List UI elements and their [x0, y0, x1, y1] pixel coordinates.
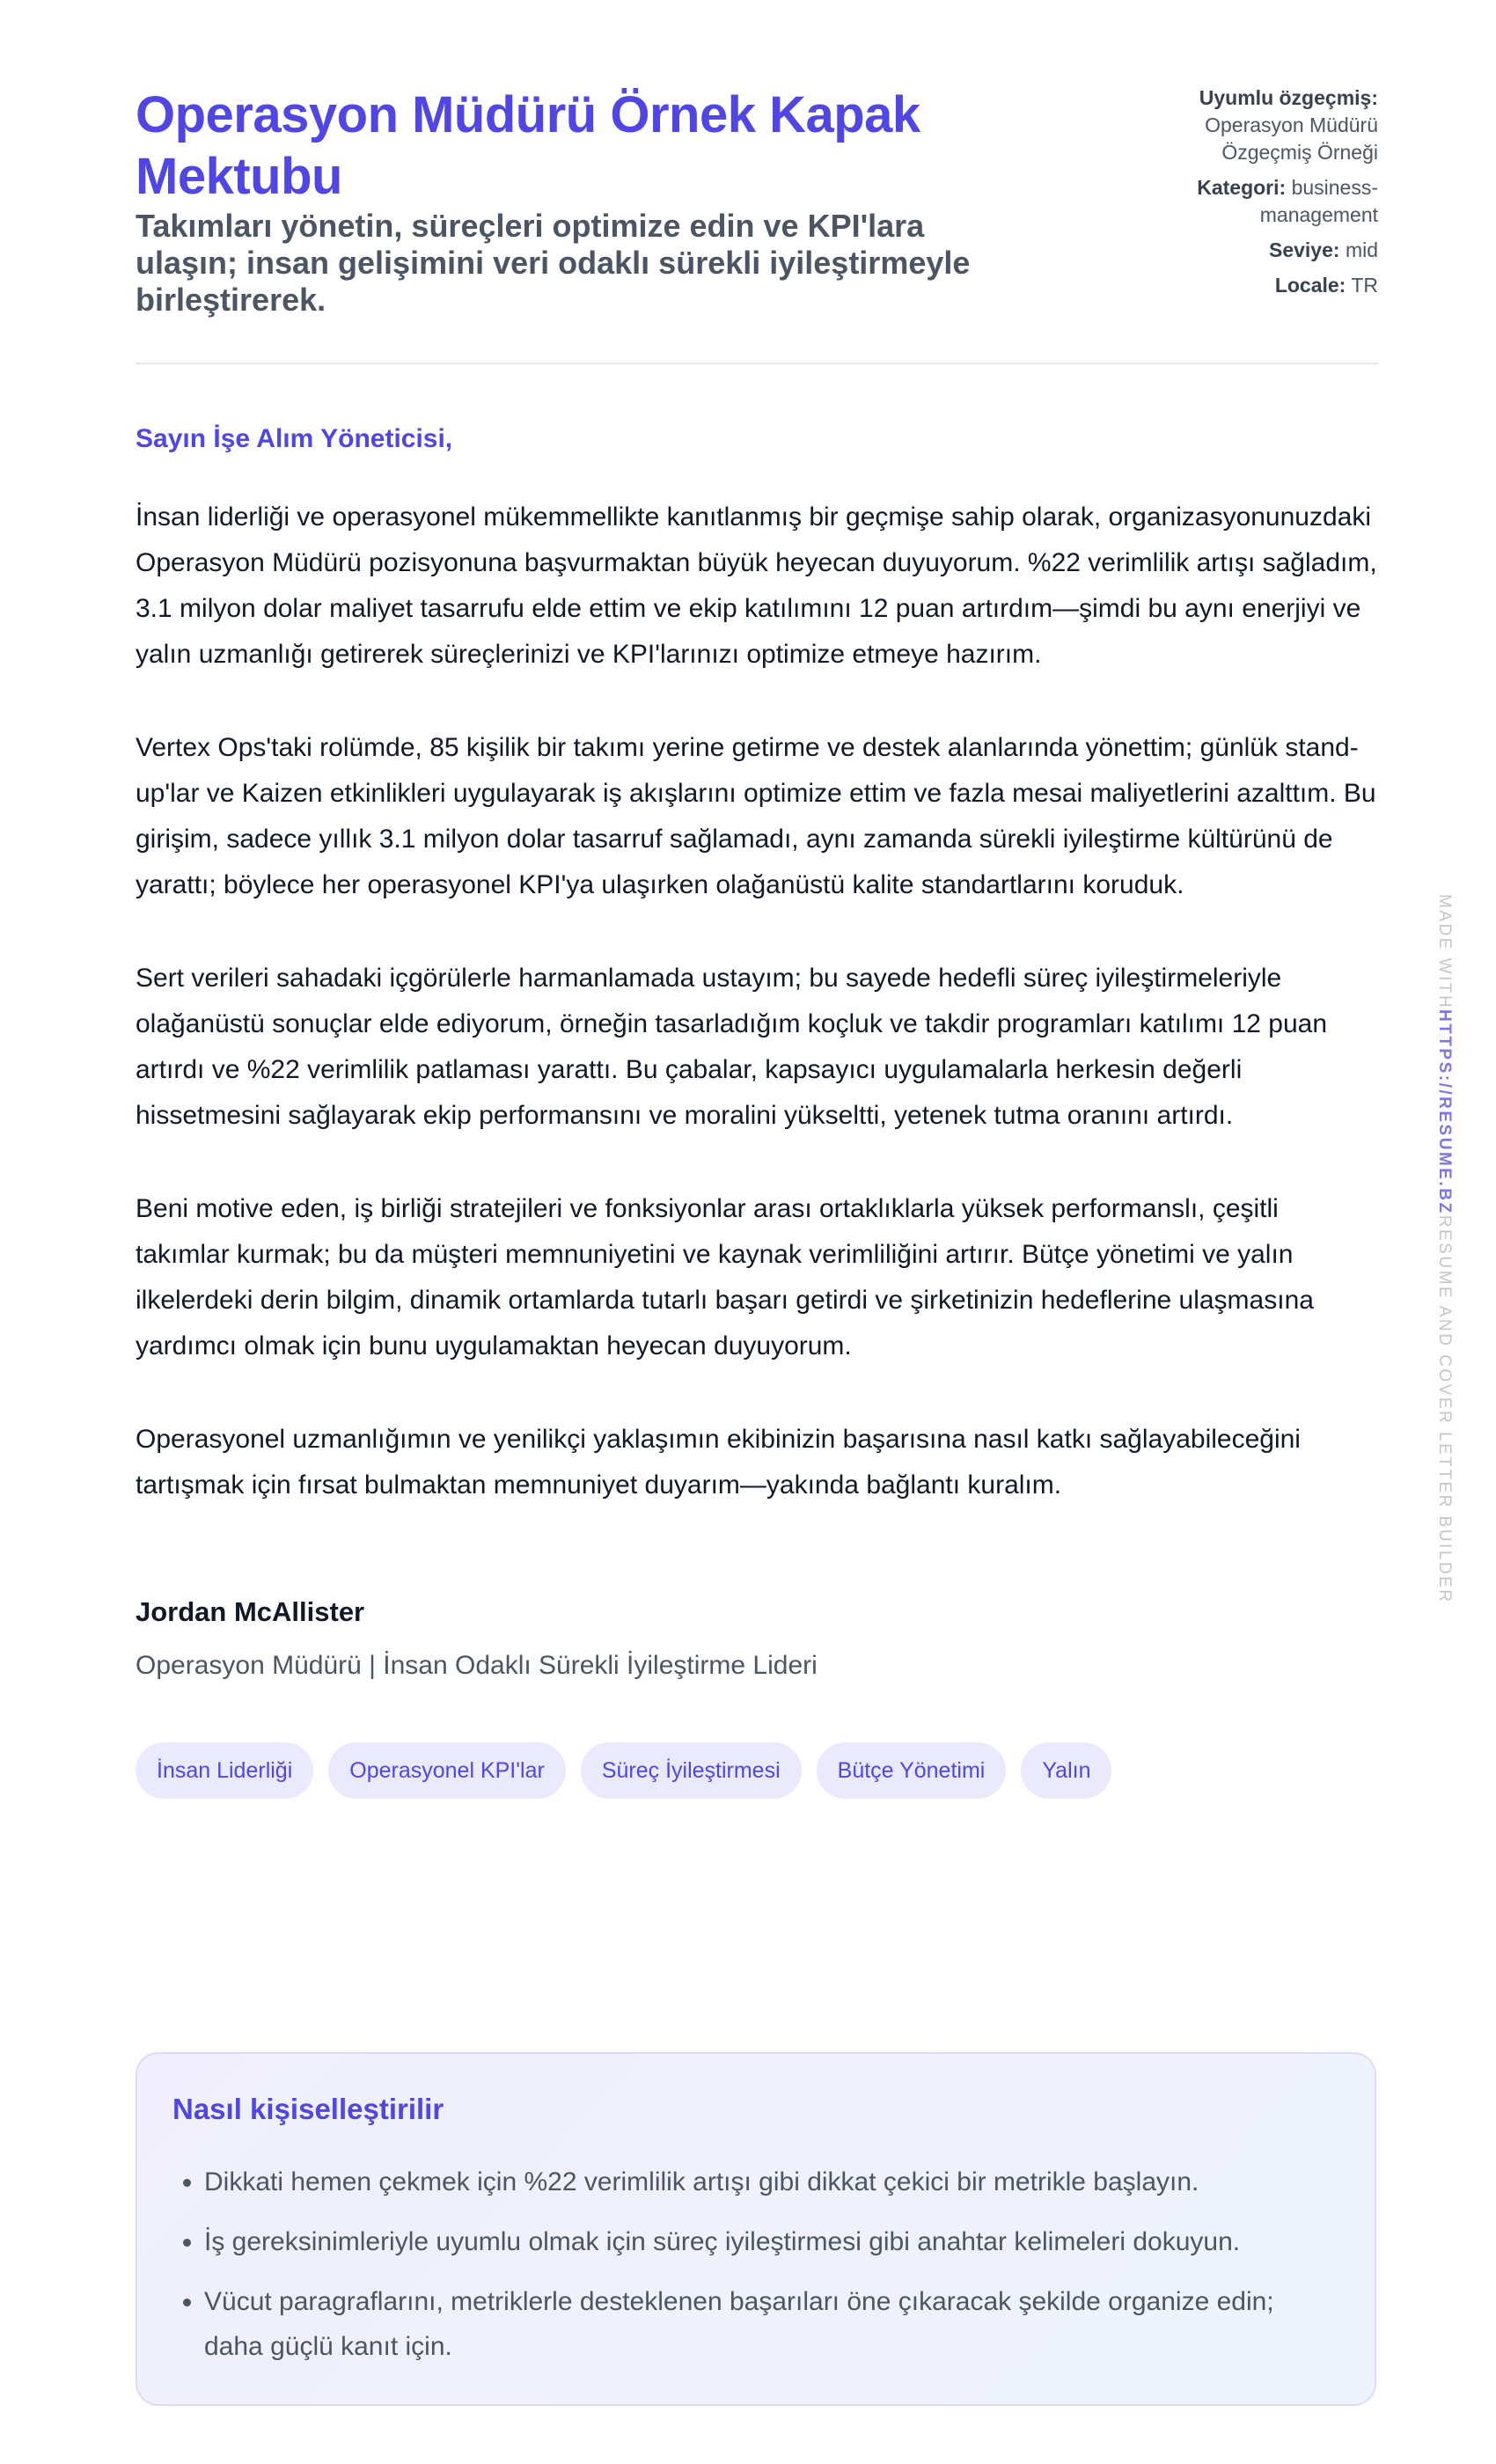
skill-tag: Yalın — [1021, 1742, 1111, 1799]
letter-paragraph: İnsan liderliği ve operasyonel mükemmellikte kanıtlanmış bir geçmişe sahip olarak, organizasyonunuzdaki Operasyon Müdürü pozisyonuna başvurmaktan büyük heyecan duyuyorum. %22 verimlilik artışı sağladım, 3.1 milyon dolar maliyet tasarrufu elde ettim ve ekip katılımını 12 puan artırdım—şimdi bu aynı enerjiyi ve yalın uzmanlığı getirerek süreçlerinizi ve KPI'larınızı optimize etmeye hazırım. — [136, 502, 1377, 669]
page-subtitle: Takımları yönetin, süreçleri optimize edin ve KPI'lara ulaşın; insan gelişimini veri odaklı sürekli iyileştirmeyle birleştirerek. — [136, 208, 971, 318]
signature-name: Jordan McAllister — [136, 1596, 365, 1627]
meta-level-label: Seviye: — [1268, 238, 1340, 261]
meta-locale-label: Locale: — [1274, 274, 1346, 297]
letter-paragraph: Operasyonel uzmanlığımın ve yenilikçi yaklaşımın ekibinizin başarısına nasıl katkı sağlayabileceğini tartışmak için fırsat bulmaktan memnuniyet duyarım—yakında bağlantı kuralım. — [136, 1425, 1301, 1500]
header-divider — [136, 363, 1378, 364]
meta-level — [1114, 237, 1378, 264]
header — [136, 84, 1378, 319]
meta-resume-value: Operasyon Müdürü Özgeçmiş Örneği — [1205, 114, 1378, 164]
meta-locale — [1114, 272, 1378, 299]
cover-letter-page — [136, 84, 1378, 1799]
tip-item: • Vücut paragraflarını, metriklerle desteklenen başarıları öne çıkaracak şekilde organize edin; daha güçlü kanıt için. — [204, 2279, 1339, 2369]
tips-list — [172, 2160, 1339, 2369]
meta-resume — [1114, 84, 1378, 166]
watermark — [1434, 894, 1454, 1604]
signature-role: Operasyon Müdürü | İnsan Odaklı Sürekli İyileştirme Lideri — [136, 1651, 818, 1680]
meta-resume-label: Uyumlu özgeçmiş: — [1199, 86, 1378, 109]
skill-tag: İnsan Liderliği — [136, 1742, 313, 1799]
watermark-prefix: MADE WITH — [1435, 894, 1454, 1010]
skill-tag: Süreç İyileştirmesi — [581, 1742, 802, 1799]
skill-tag: Bütçe Yönetimi — [817, 1742, 1007, 1799]
meta-category-value: business-management — [1259, 176, 1378, 226]
watermark-link[interactable]: HTTPS://RESUME.BZ — [1435, 1009, 1454, 1215]
meta-info — [1114, 84, 1378, 307]
tip-item: • İş gereksinimleriyle uyumlu olmak için süreç iyileştirmesi gibi anahtar kelimeleri dokuyun. — [204, 2219, 1339, 2264]
meta-level-value: mid — [1345, 238, 1378, 261]
meta-category — [1114, 174, 1378, 229]
page-title: Operasyon Müdürü Örnek Kapak Mektubu — [136, 86, 920, 205]
signature — [136, 1596, 1378, 1681]
tips-title: Nasıl kişiselleştirilir — [172, 2093, 444, 2125]
letter-paragraph: Beni motive eden, iş birliği stratejileri ve fonksiyonlar arası ortaklıklarla yüksek performanslı, çeşitli takımlar kurmak; bu da müşteri memnuniyetini ve kaynak verimliliğini artırır. Bütçe yönetimi ve yalın ilkelerdeki derin bilgim, dinamik ortamlarda tutarlı başarı getirdi ve şirketinizin hedeflerine ulaşmasına yardımcı olmak için bunu uygulamaktan heyecan duyuyorum. — [136, 1194, 1314, 1360]
meta-category-label: Kategori: — [1197, 176, 1287, 199]
watermark-suffix: RESUME AND COVER LETTER BUILDER — [1435, 1214, 1454, 1604]
skill-tag: Operasyonel KPI'lar — [328, 1742, 566, 1799]
greeting: Sayın İşe Alım Yöneticisi, — [136, 424, 453, 453]
letter-paragraph: Vertex Ops'taki rolümde, 85 kişilik bir takımı yerine getirme ve destek alanlarında yönettim; günlük stand-up'lar ve Kaizen etkinlikleri uygulayarak iş akışlarını optimize ettim ve fazla mesai maliyetlerini azalttım. Bu girişim, sadece yıllık 3.1 milyon dolar tasarruf sağlamadı, aynı zamanda sürekli iyileştirme kültürünü de yarattı; böylece her operasyonel KPI'ya ulaşırken olağanüstü kalite standartlarını koruduk. — [136, 733, 1376, 899]
header-left — [136, 84, 1068, 319]
skill-tags — [136, 1742, 1378, 1799]
tip-item: • Dikkati hemen çekmek için %22 verimlilik artışı gibi dikkat çekici bir metrikle başlayın. — [204, 2160, 1339, 2204]
meta-locale-value: TR — [1351, 274, 1378, 297]
customization-tips-box — [136, 2052, 1376, 2406]
letter-paragraph: Sert verileri sahadaki içgörülerle harmanlamada ustayım; bu sayede hedefli süreç iyileştirmeleriyle olağanüstü sonuçlar elde ediyorum, örneğin tasarladığım koçluk ve takdir programları katılımı 12 puan artırdı ve %22 verimlilik patlaması yarattı. Bu çabalar, kapsayıcı uygulamalarla herkesin değerli hissetmesini sağlayarak ekip performansını ve moralini yükseltti, yetenek tutma oranını artırdı. — [136, 964, 1328, 1130]
